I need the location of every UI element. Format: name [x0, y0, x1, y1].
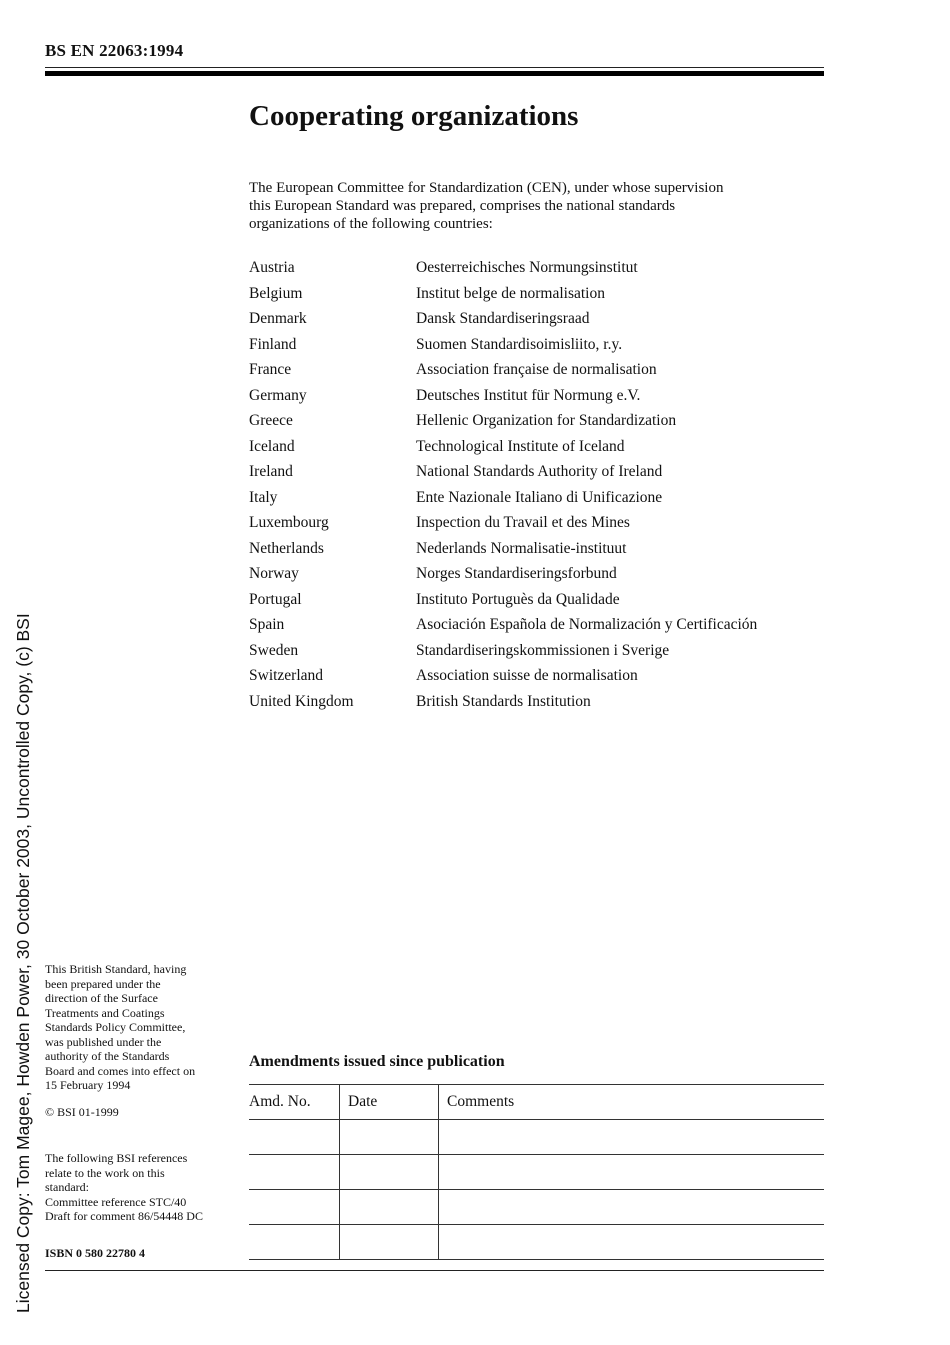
organization-row — [249, 536, 829, 562]
amendments-title: Amendments issued since publication — [249, 1053, 505, 1070]
country-name: Belgium — [249, 284, 303, 302]
country-name: Switzerland — [249, 667, 324, 684]
intro-paragraph — [249, 179, 829, 233]
references-note-line: Draft for comment 86/54448 DC — [45, 1209, 203, 1223]
organization-name: Institut belge de normalisation — [416, 284, 605, 302]
country-name: Italy — [249, 488, 278, 506]
country-name: Germany — [249, 386, 307, 404]
country-name: Iceland — [249, 437, 295, 455]
organization-name: Suomen Standardisoimisliito, r.y. — [416, 335, 623, 353]
organization-name: Association suisse de normalisation — [416, 667, 638, 684]
organization-name: Deutsches Institut für Normung e.V. — [416, 386, 641, 404]
page-title: Cooperating organizations — [249, 100, 579, 132]
country-name: Greece — [249, 412, 293, 429]
publication-note-line: been prepared under the — [45, 976, 161, 991]
organization-name: Oesterreichisches Normungsinstitut — [416, 259, 638, 276]
copyright-notice: © BSI 01-1999 — [45, 1105, 119, 1119]
organization-row — [249, 510, 829, 536]
organization-row — [249, 255, 829, 281]
references-note-line: relate to the work on this — [45, 1165, 165, 1180]
country-name: United Kingdom — [249, 692, 354, 710]
organization-list — [249, 255, 829, 714]
amendment-cell — [439, 1120, 825, 1155]
organization-row — [249, 638, 829, 664]
organization-row — [249, 689, 829, 715]
country-name: Netherlands — [249, 539, 324, 557]
publication-note-line: Standards Policy Committee, — [45, 1020, 186, 1034]
references-note-line: standard: — [45, 1180, 89, 1194]
country-name: Sweden — [249, 641, 299, 659]
organization-row — [249, 587, 829, 613]
intro-line: organizations of the following countries: — [249, 216, 493, 232]
organization-row — [249, 281, 829, 307]
country-name: Luxembourg — [249, 514, 329, 531]
license-watermark: Licensed Copy: Tom Magee, Howden Power, 30 October 2003, Uncontrolled Copy, (c) BSI — [13, 613, 33, 1313]
intro-line: The European Committee for Standardization (CEN), under whose supervision — [249, 180, 724, 196]
organization-row — [249, 434, 829, 460]
publication-note-line: 15 February 1994 — [45, 1078, 131, 1092]
organization-name: Standardiseringskommissionen i Sverige — [416, 641, 670, 659]
amendment-row — [249, 1225, 824, 1260]
organization-name: Dansk Standardiseringsraad — [416, 310, 590, 327]
amendments-header-row — [249, 1085, 824, 1120]
amendment-cell — [340, 1190, 439, 1225]
amendment-cell — [249, 1155, 340, 1190]
organization-name: Instituto Portuguès da Qualidade — [416, 590, 620, 608]
amendment-cell — [249, 1120, 340, 1155]
organization-row — [249, 485, 829, 511]
country-name: Spain — [249, 616, 285, 633]
organization-row — [249, 332, 829, 358]
references-note — [45, 1151, 235, 1224]
amendment-row — [249, 1155, 824, 1190]
header-rule-thin — [45, 67, 824, 68]
organization-row — [249, 663, 829, 689]
amendment-cell — [340, 1120, 439, 1155]
isbn: ISBN 0 580 22780 4 — [45, 1246, 146, 1260]
organization-name: Ente Nazionale Italiano di Unificazione — [416, 488, 663, 506]
country-name: Finland — [249, 335, 297, 353]
publication-note-line: authority of the Standards — [45, 1049, 170, 1063]
organization-name: Association française de normalisation — [416, 361, 657, 378]
country-name: Denmark — [249, 310, 307, 327]
organization-row — [249, 459, 829, 485]
organization-name: Nederlands Normalisatie-instituut — [416, 539, 627, 557]
amendment-row — [249, 1120, 824, 1155]
publication-note-line: Board and comes into effect on — [45, 1063, 196, 1078]
organization-row — [249, 383, 829, 409]
column-header-amd-no: Amd. No. — [249, 1085, 340, 1120]
country-name: France — [249, 361, 292, 378]
header-rule-thick — [45, 71, 824, 76]
references-note-line: Committee reference STC/40 — [45, 1194, 187, 1209]
organization-name: Hellenic Organization for Standardization — [416, 412, 677, 429]
amendment-cell — [340, 1225, 439, 1260]
organization-row — [249, 408, 829, 434]
column-header-comments: Comments — [439, 1085, 825, 1120]
organization-row — [249, 612, 829, 638]
country-name: Austria — [249, 259, 295, 276]
amendments-table — [249, 1084, 824, 1260]
publication-note-line: was published under the — [45, 1034, 162, 1049]
references-note-line: The following BSI references — [45, 1151, 188, 1165]
intro-line: this European Standard was prepared, comprises the national standards — [249, 198, 676, 214]
organization-name: British Standards Institution — [416, 692, 591, 710]
footer-rule — [45, 1270, 824, 1271]
amendment-row — [249, 1190, 824, 1225]
organization-name: National Standards Authority of Ireland — [416, 463, 663, 480]
standard-code: BS EN 22063:1994 — [45, 41, 184, 60]
organization-row — [249, 306, 829, 332]
organization-row — [249, 561, 829, 587]
amendment-cell — [249, 1190, 340, 1225]
publication-note-line: direction of the Surface — [45, 991, 158, 1005]
country-name: Norway — [249, 565, 299, 582]
organization-row — [249, 357, 829, 383]
country-name: Ireland — [249, 463, 293, 480]
amendment-cell — [439, 1155, 825, 1190]
organization-name: Norges Standardiseringsforbund — [416, 565, 617, 582]
organization-name: Inspection du Travail et des Mines — [416, 514, 630, 531]
country-name: Portugal — [249, 590, 302, 608]
amendment-cell — [249, 1225, 340, 1260]
amendment-cell — [340, 1155, 439, 1190]
publication-note-line: Treatments and Coatings — [45, 1005, 165, 1020]
column-header-date: Date — [340, 1085, 439, 1120]
publication-note — [45, 962, 235, 1093]
organization-name: Asociación Española de Normalización y Certificación — [416, 616, 758, 633]
organization-name: Technological Institute of Iceland — [416, 437, 625, 455]
amendment-cell — [439, 1190, 825, 1225]
amendment-cell — [439, 1225, 825, 1260]
publication-note-line: This British Standard, having — [45, 962, 187, 976]
